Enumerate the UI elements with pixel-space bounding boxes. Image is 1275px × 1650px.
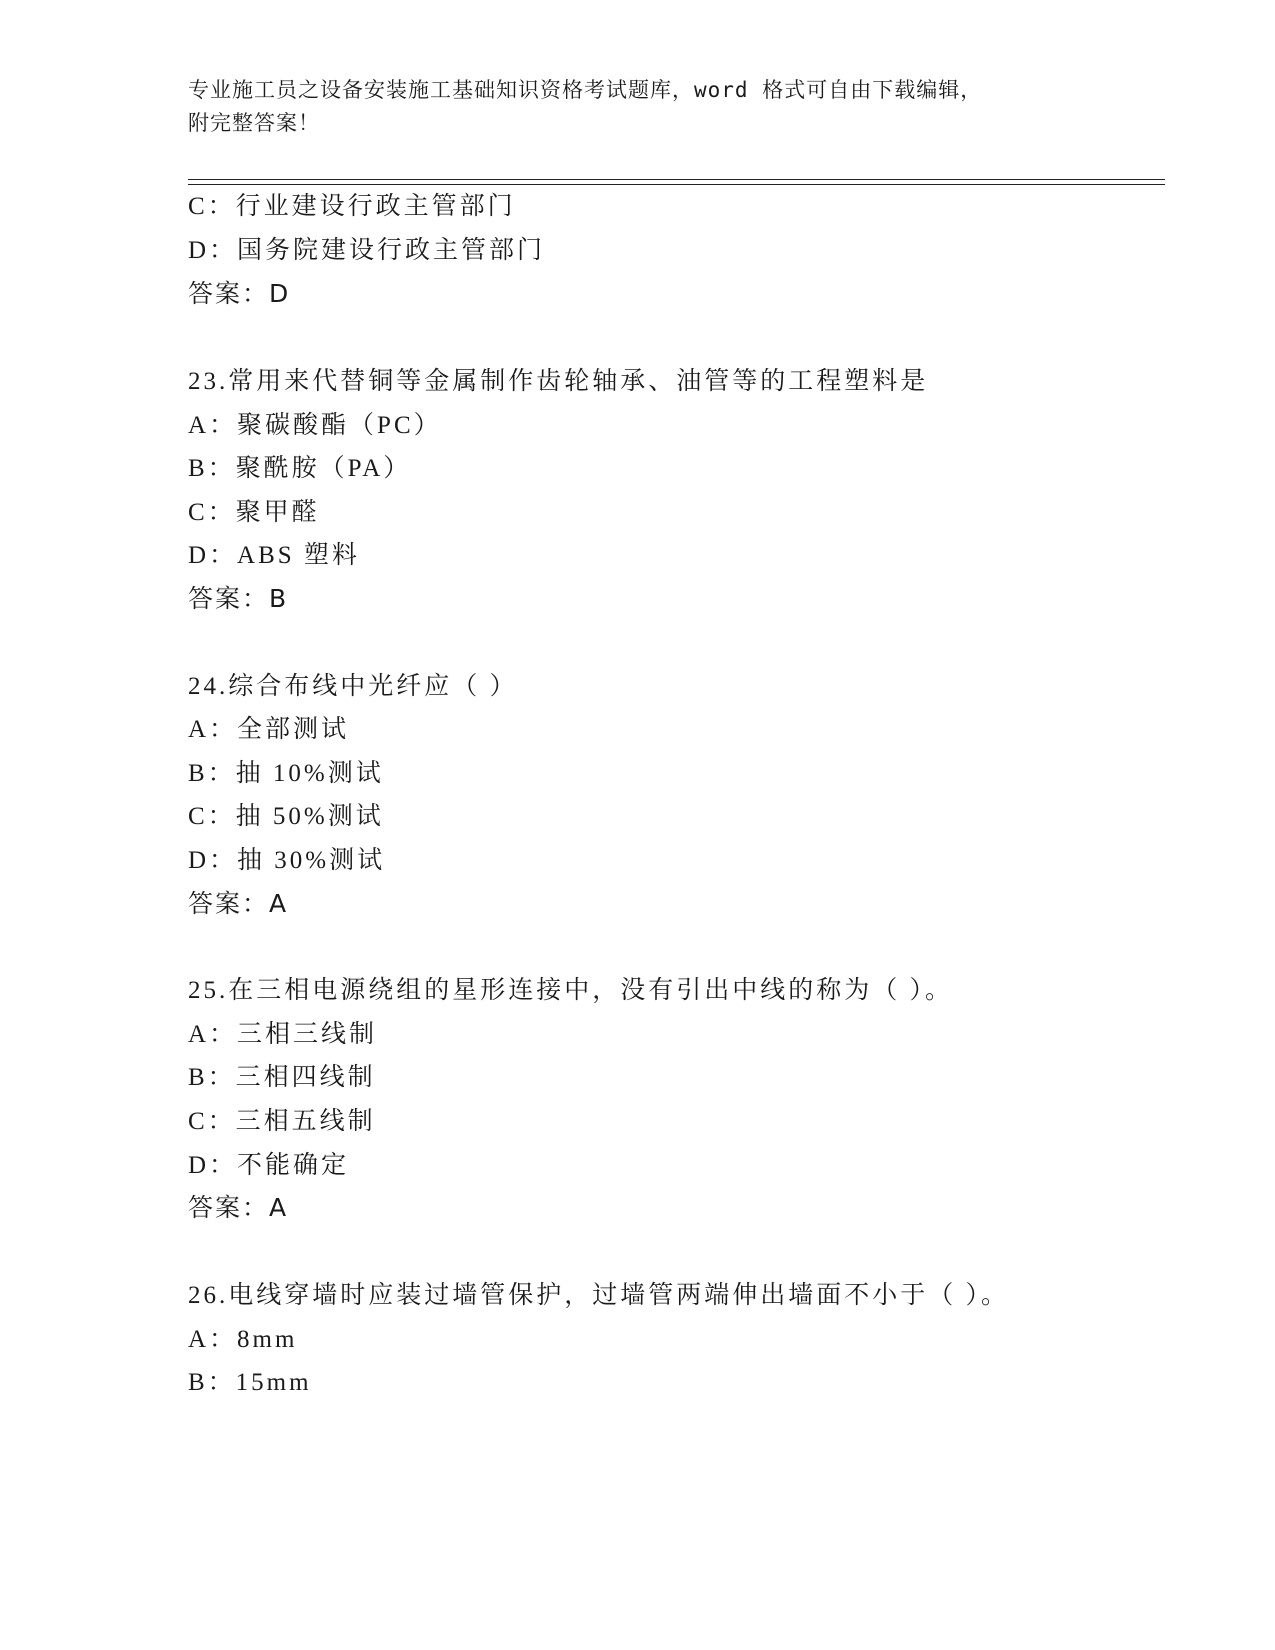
option-d: D：抽 30%测试: [188, 847, 386, 874]
option-b: B：聚酰胺（PA）: [188, 455, 412, 482]
question-stem: 24.综合布线中光纤应（ ）: [188, 673, 518, 700]
option-a: A：全部测试: [188, 716, 350, 743]
question-stem: 26.电线穿墙时应装过墙管保护，过墙管两端伸出墙面不小于（ ）。: [188, 1282, 1010, 1309]
option-d: D：国务院建设行政主管部门: [188, 237, 546, 264]
question-stem: 25.在三相电源绕组的星形连接中，没有引出中线的称为（ ）。: [188, 977, 954, 1004]
header-line-2: 附完整答案！: [188, 111, 320, 135]
option-b: B：15mm: [188, 1369, 312, 1396]
option-c: C：聚甲醛: [188, 499, 320, 526]
option-a: A：聚碳酸酯（PC）: [188, 412, 442, 439]
header-line-1: 专业施工员之设备安装施工基础知识资格考试题库，word 格式可自由下载编辑，: [188, 78, 983, 102]
option-c: C：行业建设行政主管部门: [188, 193, 516, 220]
option-d: D：不能确定: [188, 1152, 350, 1179]
option-b: B：抽 10%测试: [188, 760, 384, 787]
document-header: [188, 74, 1088, 140]
answer-line: 答案：A: [188, 889, 289, 918]
answer-line: 答案：B: [188, 584, 289, 613]
option-b: B：三相四线制: [188, 1064, 376, 1091]
option-a: A：三相三线制: [188, 1021, 378, 1048]
question-stem: 23.常用来代替铜等金属制作齿轮轴承、油管等的工程塑料是: [188, 368, 929, 395]
option-c: C：抽 50%测试: [188, 803, 384, 830]
answer-line: 答案：A: [188, 1193, 289, 1222]
option-d: D：ABS 塑料: [188, 542, 360, 569]
header-divider-bottom: [188, 184, 1165, 185]
header-divider-top: [188, 179, 1165, 180]
answer-line: 答案：D: [188, 279, 291, 308]
option-c: C：三相五线制: [188, 1108, 376, 1135]
option-a: A：8mm: [188, 1326, 298, 1353]
